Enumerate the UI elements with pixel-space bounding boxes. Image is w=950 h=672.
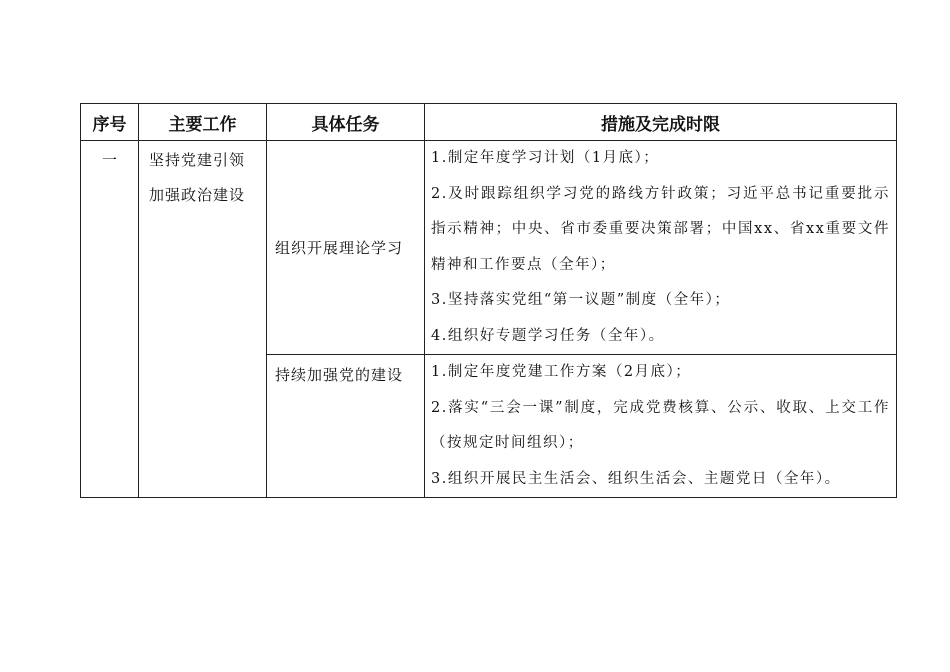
table-header-row: [81, 104, 897, 141]
measure-item: 3.坚持落实党组“第一议题”制度（全年）；: [431, 292, 731, 308]
measure-item: 4.组织好专题学习任务（全年）。: [431, 327, 665, 344]
main-work-cell: [139, 141, 267, 498]
task-cell-theory-study: 组织开展理论学习: [267, 141, 425, 355]
header-measures-deadline: 措施及完成时限: [425, 104, 897, 141]
measure-item: 3.组织开展民主生活会、组织生活会、主题党日（全年）。: [431, 470, 841, 487]
measure-item: 2.落实“三会一课”制度，完成党费核算、公示、收取、上交工作（按规定时间组织）；: [431, 399, 890, 451]
measures-cell-party-building: [425, 355, 897, 498]
task-cell-party-building: 持续加强党的建设: [267, 355, 425, 498]
measure-item: 2.及时跟踪组织学习党的路线方针政策；习近平总书记重要批示指示精神；中央、省市委重要决策部署；中国xx、省xx重要文件精神和工作要点（全年）；: [431, 185, 890, 273]
header-main-work: 主要工作: [139, 104, 267, 141]
measure-item: 1.制定年度学习计划（1月底）；: [431, 150, 660, 166]
serial-number-cell: 一: [81, 141, 139, 498]
measures-cell-theory-study: [425, 141, 897, 355]
measure-item: 1.制定年度党建工作方案（2月底）；: [431, 364, 692, 380]
work-plan-table: [80, 103, 897, 498]
main-work-line: 坚持党建引领: [149, 151, 246, 169]
header-serial-number: 序号: [81, 104, 139, 141]
main-work-line: 加强政治建设: [149, 186, 246, 204]
header-specific-task: 具体任务: [267, 104, 425, 141]
table-row: [81, 141, 897, 355]
